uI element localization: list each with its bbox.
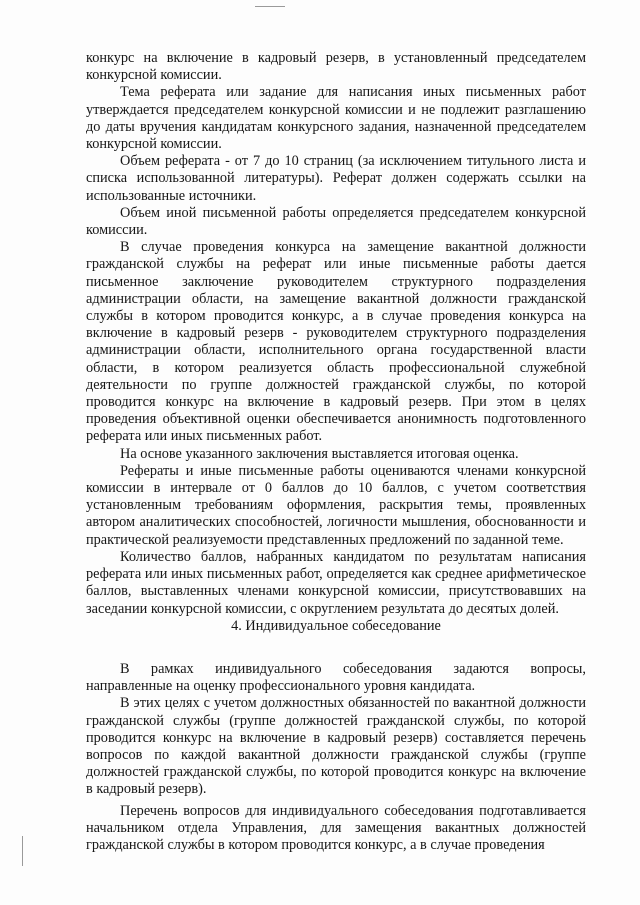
paragraph-written-conclusion: В случае проведения конкурса на замещение вакантной должности гражданской службы на реферат или иные письменные работы дается письменное заключение руководителем структурного подразделения администрации области, на замещение вакантной должности гражданской службы в котором проводится конкурс, а в случае проведения конкурса на включение в кадровый резерв - руководителем структурного подразделения администрации области, исполнительного органа государственной власти области, в котором реализуется область профессиональной служебной деятельности по группе должностей гражданской службы, по которой проводится конкурс на включение в кадровый резерв. При этом в целях проведения объективной оценки обеспечивается анонимность подготовленного реферата или иных письменных работ. [86, 239, 586, 445]
scan-artifact-top [255, 6, 285, 7]
paragraph-question-list: В этих целях с учетом должностных обязанностей по вакантной должности гражданской службы (группе должностей гражданской службы, по которой проводится конкурс на включение в кадровый резерв) составляется перечень вопросов по каждой вакантной должности гражданской службы (группе должностей гражданской службы, по которой проводится конкурс на включение в кадровый резерв). [86, 695, 586, 798]
spacer [86, 635, 586, 661]
document-body [86, 50, 586, 854]
paragraph-topic-approval: Тема реферата или задание для написания иных письменных работ утверждается председателем конкурсной комиссии и не подлежит разглашению до даты вручения кандидатам конкурсного задания, назначенной председателем конкурсной комиссии. [86, 84, 586, 153]
paragraph-scoring: Рефераты и иные письменные работы оцениваются членами конкурсной комиссии в интервале от 0 баллов до 10 баллов, с учетом соответствия установленным требованиям оформления, раскрытия темы, проявленных автором аналитических способностей, логичности мышления, обоснованности и практической реализуемости представленных предложений по заданной теме. [86, 462, 586, 548]
paragraph-interview-questions: В рамках индивидуального собеседования задаются вопросы, направленные на оценку профессионального уровня кандидата. [86, 660, 586, 695]
scan-artifact-left [22, 836, 23, 866]
paragraph-continuation: конкурс на включение в кадровый резерв, в установленный председателем конкурсной комиссии. [86, 50, 586, 84]
paragraph-final-grade: На основе указанного заключения выставляется итоговая оценка. [120, 445, 519, 462]
section-heading: 4. Индивидуальное собеседование [231, 617, 441, 634]
paragraph-essay-volume: Объем реферата - от 7 до 10 страниц (за исключением титульного листа и списка использованной литературы). Реферат должен содержать ссылки на использованные источники. [86, 153, 586, 204]
paragraph-question-preparation: Перечень вопросов для индивидуального собеседования подготавливается начальником отдела Управления, для замещения вакантных должностей гражданской службы в котором проводится конкурс, а в случае проведения [86, 802, 586, 853]
paragraph-score-average: Количество баллов, набранных кандидатом по результатам написания реферата или иных письменных работ, определяется как среднее арифметическое баллов, выставленных членами конкурсной комиссии, присутствовавших на заседании конкурсной комиссии, с округлением результата до десятых долей. [86, 548, 586, 617]
paragraph-other-work-volume: Объем иной письменной работы определяется председателем конкурсной комиссии. [86, 204, 586, 239]
